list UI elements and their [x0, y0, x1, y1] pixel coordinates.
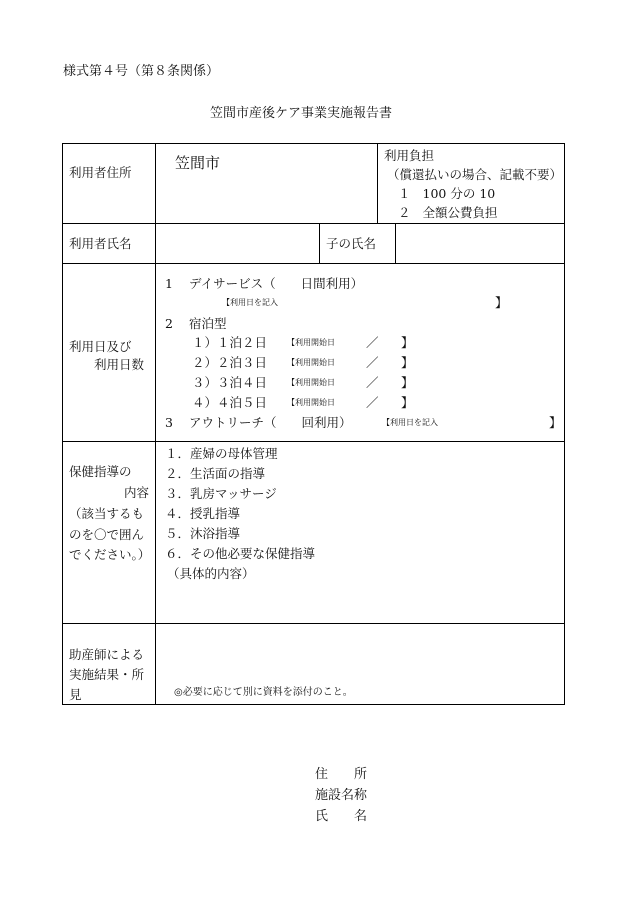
stay-option-2-close: 】: [401, 355, 414, 370]
stay-type[interactable]: 2 宿泊型: [165, 316, 227, 331]
guidance-label-line4: のを〇で囲ん: [69, 527, 145, 542]
stay-option-3-slash: ／: [366, 375, 379, 390]
page-title: 笠間市産後ケア事業実施報告書: [210, 106, 393, 121]
stay-option-1-slash: ／: [366, 335, 379, 350]
guidance-item-6[interactable]: ６．その他必要な保健指導: [165, 546, 316, 561]
outreach-date-close: 】: [549, 415, 562, 430]
stay-option-3-label[interactable]: ３）３泊４日: [192, 375, 268, 390]
stay-option-4-note: 【利用開始日: [287, 398, 335, 407]
burden-note: （償還払いの場合、記載不要）: [387, 167, 563, 182]
footer-facility-label: 施設名称: [315, 788, 368, 803]
result-note: ◎必要に応じて別に資料を添付のこと。: [174, 687, 353, 698]
form-number: 様式第４号（第８条関係）: [63, 64, 220, 79]
stay-option-2-label[interactable]: ２）２泊３日: [192, 355, 268, 370]
outreach[interactable]: 3 アウトリーチ（ 回利用）: [165, 415, 352, 430]
guidance-item-1[interactable]: １．産婦の母体管理: [165, 446, 278, 461]
address-label: 利用者住所: [69, 165, 132, 180]
stay-option-2-slash: ／: [366, 355, 379, 370]
burden-label: 利用負担: [384, 148, 435, 163]
result-label-line1: 助産師による: [69, 647, 145, 662]
guidance-item-5[interactable]: ５．沐浴指導: [165, 526, 241, 541]
days-label-line1: 利用日及び: [69, 339, 132, 354]
stay-option-3-close: 】: [401, 375, 414, 390]
stay-option-4-label[interactable]: ４）４泊５日: [192, 395, 268, 410]
result-label-line2: 実施結果・所: [69, 667, 145, 682]
guidance-label-line1: 保健指導の: [69, 464, 132, 479]
burden-option-2[interactable]: ２ 全額公費負担: [398, 205, 498, 220]
day-service-date-close: 】: [495, 295, 508, 310]
stay-option-1-note: 【利用開始日: [287, 338, 335, 347]
guidance-item-3[interactable]: ３．乳房マッサージ: [165, 486, 277, 501]
guidance-label-line2-wrap: [69, 485, 149, 501]
days-label-line2: 利用日数: [94, 357, 145, 372]
stay-option-1-label[interactable]: １）１泊２日: [192, 335, 268, 350]
day-service-date-note: 【利用日を記入: [222, 298, 278, 307]
stay-option-4-slash: ／: [366, 395, 379, 410]
guidance-label-line3: （該当するも: [69, 506, 145, 521]
footer-name-label: 氏 名: [315, 809, 368, 824]
result-label-line3: 見: [69, 687, 82, 702]
stay-option-4-close: 】: [401, 395, 414, 410]
guidance-item-2[interactable]: ２．生活面の指導: [165, 466, 266, 481]
guidance-label-line5: でください。）: [69, 547, 151, 562]
child-name-label: 子の氏名: [326, 236, 377, 251]
address-value[interactable]: 笠間市: [175, 154, 221, 172]
stay-option-3-note: 【利用開始日: [287, 378, 335, 387]
guidance-item-4[interactable]: ４．授乳指導: [165, 506, 241, 521]
name-label: 利用者氏名: [69, 236, 132, 251]
stay-option-2-note: 【利用開始日: [287, 358, 335, 367]
footer-address-label: 住 所: [315, 767, 368, 782]
outreach-date-note: 【利用日を記入: [382, 418, 438, 427]
guidance-label-line2: 内容: [123, 485, 149, 500]
day-service[interactable]: 1 デイサービス（ 日間利用）: [165, 276, 364, 291]
burden-option-1[interactable]: １ 100 分の 10: [398, 186, 496, 201]
guidance-detail: （具体的内容）: [167, 566, 255, 581]
stay-option-1-close: 】: [401, 335, 414, 350]
